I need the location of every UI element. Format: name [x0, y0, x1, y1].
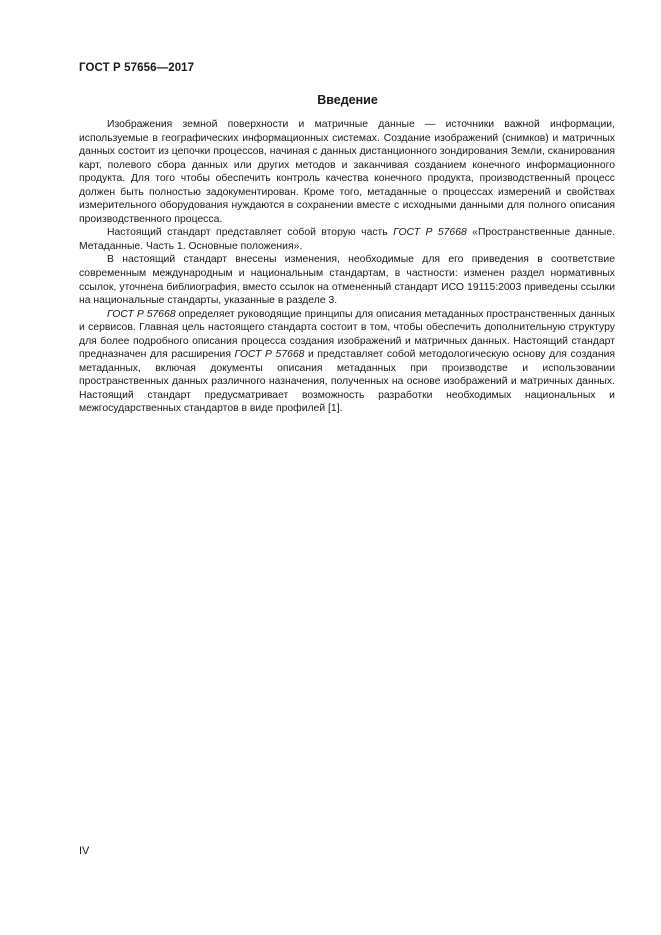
paragraph-4 — [79, 308, 615, 416]
document-body — [79, 118, 615, 416]
standard-reference: ГОСТ Р 57668 — [107, 308, 176, 320]
paragraph-2-text-a: Настоящий стандарт представляет собой вторую часть — [107, 227, 394, 239]
standard-reference: ГОСТ Р 57668 — [234, 349, 305, 361]
paragraph-3: В настоящий стандарт внесены изменения, необходимые для его приведения в соответствие современным международным и национальным стандартам, в частности: изменен раздел нормативных ссылок, уточнена библиография, вместо ссылок на отмененный стандарт ИСО 19115:2003 приведены ссылки на национальные стандарты, указанные в разделе 3. — [79, 254, 615, 307]
standard-reference: ГОСТ Р 57668 — [393, 227, 467, 239]
paragraph-2-text-b: «Пространственные данные. Метаданные. Часть 1. Основные положения». — [79, 227, 615, 252]
document-code: ГОСТ Р 57656—2017 — [79, 62, 195, 74]
paragraph-4-text-a: определяет руководящие принципы для описания метаданных пространственных данных и сервисов. Главная цель настоящего стандарта состоит в том, чтобы обеспечить дополнительную структуру для более подробного описания процесса создания изображений и матричных данных. Настоящий стандарт предназначен для расширения — [79, 308, 615, 361]
paragraph-1: Изображения земной поверхности и матричные данные — источники важной информации, используемые в географических информационных системах. Создание изображений (снимков) и матричных данных состоит из цепочки процессов, начиная с данных дистанционного зондирования Земли, сканирования карт, полевого сбора данных или других методов и заканчивая созданием конечного информационного продукта. Для того чтобы обеспечить контроль качества конечного продукта, производственный процесс должен быть полностью задокументирован. Кроме того, метаданные о процессах измерений и свойствах измерительного оборудования нуждаются в сохранении вместе с исходными данными для полного описания производственного процесса. — [79, 119, 615, 225]
paragraph-4-text-b: и представляет собой методологическую основу для создания метаданных, включая документы описания метаданных при производстве и использовании пространственных данных различного назначения, полученных на основе изображений и матричных данных. Настоящий стандарт предусматривает возможность разработки необходимых национальных и межгосударственных стандартов в виде профилей [1]. — [79, 349, 616, 415]
paragraph-2 — [79, 226, 615, 253]
page-number: IV — [79, 845, 90, 857]
section-title: Введение — [317, 93, 378, 107]
